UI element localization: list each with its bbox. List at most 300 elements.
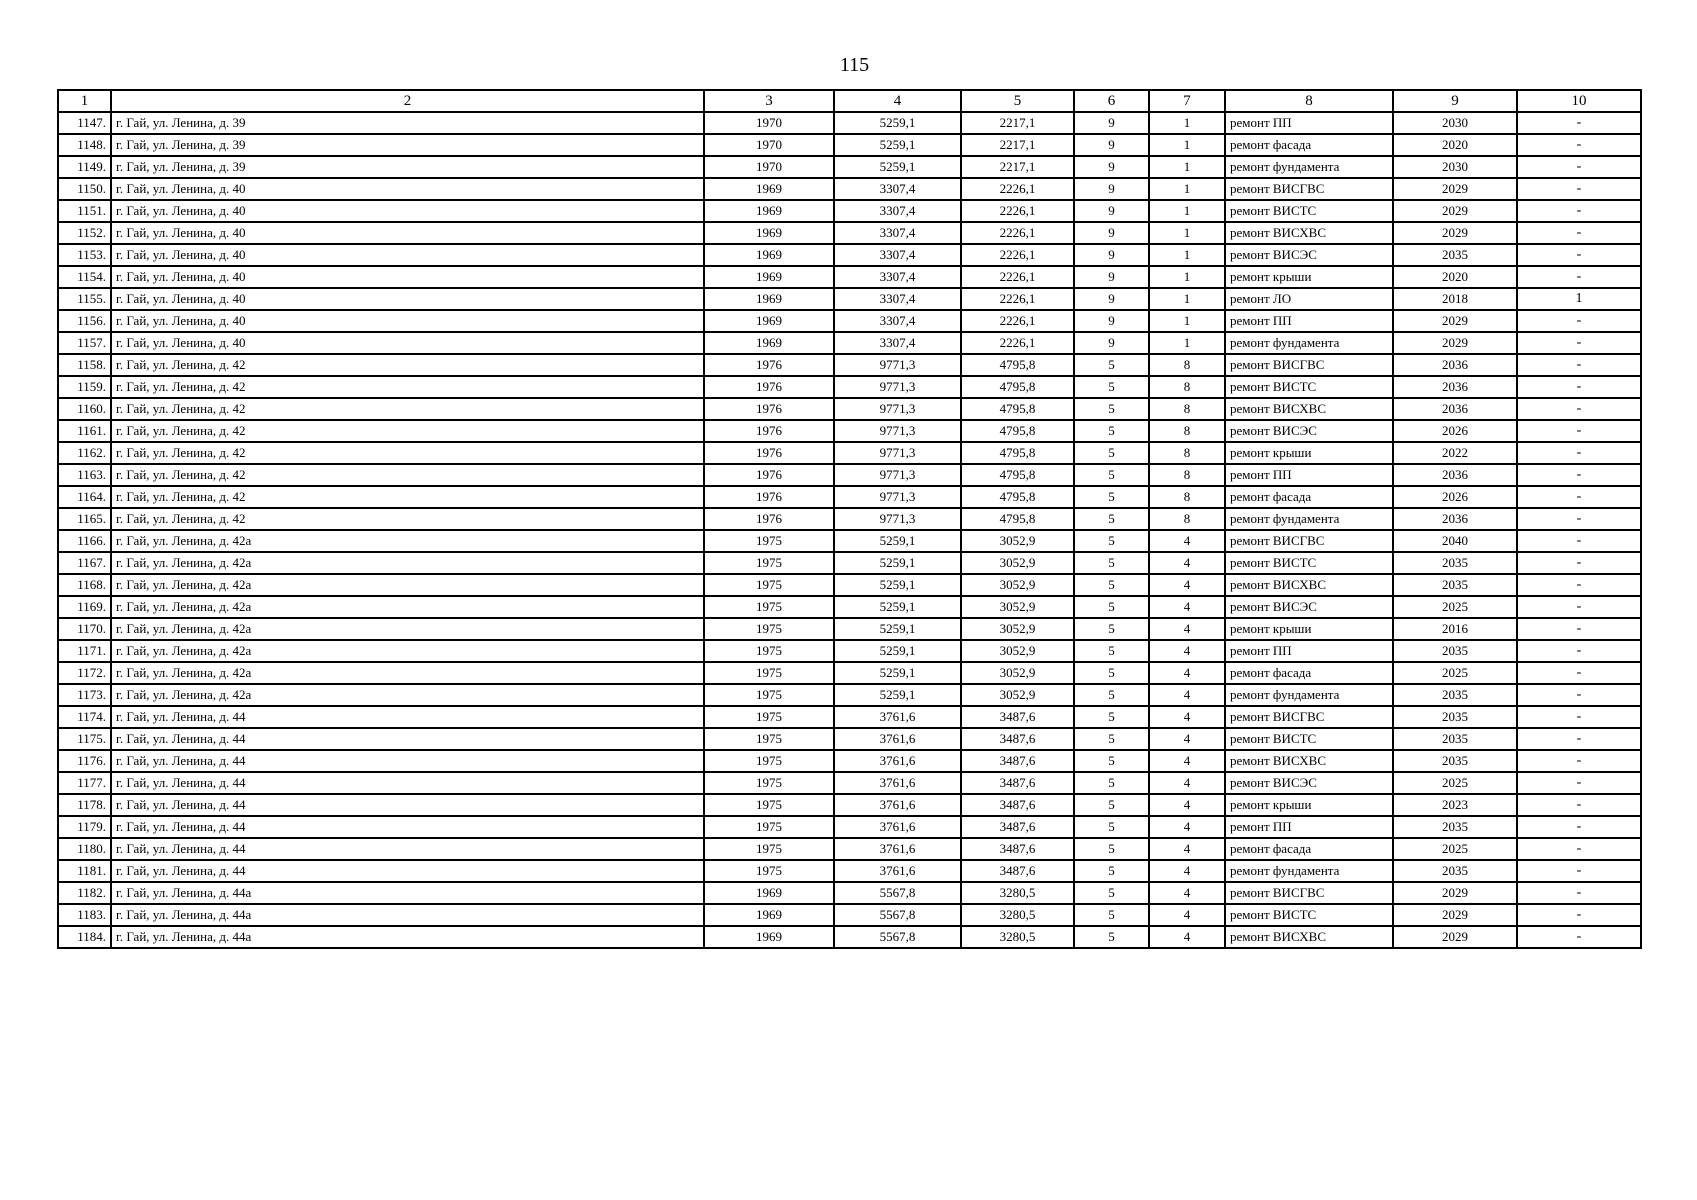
table-cell-col-9: 2030 [1393,112,1517,134]
table-cell-col-4: 3761,6 [834,728,961,750]
table-cell-col-7: 1 [1149,156,1225,178]
table-cell-col-3: 1975 [704,530,834,552]
table-cell-col-10: - [1517,398,1641,420]
table-cell-col-9: 2035 [1393,552,1517,574]
table-cell-col-2: г. Гай, ул. Ленина, д. 44 [111,838,704,860]
table-cell-col-1: 1149. [58,156,111,178]
table-cell-col-4: 3307,4 [834,200,961,222]
table-cell-col-2: г. Гай, ул. Ленина, д. 42 [111,442,704,464]
table-row [58,838,1641,860]
table-cell-col-1: 1168. [58,574,111,596]
table-cell-col-7: 8 [1149,420,1225,442]
table-cell-col-3: 1969 [704,244,834,266]
table-cell-col-4: 9771,3 [834,486,961,508]
table-cell-col-8: ремонт ВИСГВС [1225,882,1393,904]
table-cell-col-2: г. Гай, ул. Ленина, д. 39 [111,112,704,134]
table-cell-col-5: 3052,9 [961,552,1074,574]
column-header-10: 10 [1517,90,1641,112]
repair-schedule-table [57,89,1642,949]
table-row [58,376,1641,398]
table-cell-col-7: 4 [1149,706,1225,728]
table-cell-col-5: 4795,8 [961,398,1074,420]
table-cell-col-7: 4 [1149,772,1225,794]
table-cell-col-1: 1166. [58,530,111,552]
table-cell-col-2: г. Гай, ул. Ленина, д. 42 [111,376,704,398]
table-cell-col-1: 1178. [58,794,111,816]
table-cell-col-8: ремонт ВИСГВС [1225,354,1393,376]
table-cell-col-8: ремонт фундамента [1225,508,1393,530]
table-cell-col-9: 2018 [1393,288,1517,310]
table-cell-col-5: 2217,1 [961,156,1074,178]
table-cell-col-5: 3487,6 [961,794,1074,816]
table-cell-col-5: 2217,1 [961,112,1074,134]
table-cell-col-6: 9 [1074,288,1149,310]
table-cell-col-10: - [1517,376,1641,398]
table-cell-col-6: 9 [1074,310,1149,332]
table-cell-col-10: - [1517,222,1641,244]
table-cell-col-5: 3052,9 [961,640,1074,662]
table-cell-col-4: 3761,6 [834,794,961,816]
table-cell-col-5: 2226,1 [961,332,1074,354]
table-cell-col-9: 2035 [1393,816,1517,838]
column-header-1: 1 [58,90,111,112]
table-cell-col-8: ремонт ВИСХВС [1225,574,1393,596]
table-cell-col-10: - [1517,684,1641,706]
table-cell-col-4: 9771,3 [834,442,961,464]
table-cell-col-4: 5259,1 [834,596,961,618]
table-cell-col-7: 4 [1149,794,1225,816]
table-cell-col-3: 1976 [704,508,834,530]
table-cell-col-4: 9771,3 [834,464,961,486]
table-row [58,156,1641,178]
table-cell-col-5: 3487,6 [961,750,1074,772]
table-cell-col-2: г. Гай, ул. Ленина, д. 44 [111,816,704,838]
table-cell-col-4: 5259,1 [834,640,961,662]
table-cell-col-9: 2020 [1393,266,1517,288]
table-cell-col-9: 2035 [1393,860,1517,882]
table-cell-col-5: 2226,1 [961,310,1074,332]
table-row [58,574,1641,596]
table-cell-col-2: г. Гай, ул. Ленина, д. 42а [111,574,704,596]
table-cell-col-6: 5 [1074,530,1149,552]
table-row [58,222,1641,244]
table-cell-col-9: 2029 [1393,200,1517,222]
table-cell-col-9: 2036 [1393,354,1517,376]
table-cell-col-7: 4 [1149,728,1225,750]
table-cell-col-2: г. Гай, ул. Ленина, д. 40 [111,178,704,200]
table-cell-col-9: 2025 [1393,596,1517,618]
table-cell-col-10: - [1517,574,1641,596]
table-cell-col-9: 2029 [1393,332,1517,354]
table-cell-col-1: 1156. [58,310,111,332]
table-cell-col-8: ремонт ВИСТС [1225,728,1393,750]
table-cell-col-7: 4 [1149,596,1225,618]
table-cell-col-1: 1175. [58,728,111,750]
table-cell-col-3: 1969 [704,904,834,926]
table-cell-col-6: 5 [1074,838,1149,860]
table-cell-col-4: 3307,4 [834,266,961,288]
table-cell-col-5: 3052,9 [961,662,1074,684]
table-cell-col-7: 1 [1149,332,1225,354]
table-cell-col-7: 4 [1149,926,1225,948]
table-cell-col-2: г. Гай, ул. Ленина, д. 44 [111,772,704,794]
table-cell-col-6: 5 [1074,706,1149,728]
table-cell-col-3: 1976 [704,398,834,420]
table-cell-col-2: г. Гай, ул. Ленина, д. 44а [111,904,704,926]
table-cell-col-9: 2035 [1393,706,1517,728]
table-cell-col-3: 1975 [704,552,834,574]
table-cell-col-1: 1147. [58,112,111,134]
table-cell-col-9: 2040 [1393,530,1517,552]
table-cell-col-3: 1976 [704,442,834,464]
table-cell-col-2: г. Гай, ул. Ленина, д. 44 [111,794,704,816]
table-cell-col-5: 3487,6 [961,772,1074,794]
table-cell-col-6: 5 [1074,860,1149,882]
table-row [58,640,1641,662]
table-cell-col-5: 2226,1 [961,266,1074,288]
table-cell-col-4: 9771,3 [834,354,961,376]
table-row [58,596,1641,618]
table-row [58,772,1641,794]
table-cell-col-5: 3052,9 [961,574,1074,596]
table-row [58,420,1641,442]
column-header-5: 5 [961,90,1074,112]
table-cell-col-2: г. Гай, ул. Ленина, д. 42 [111,420,704,442]
table-cell-col-4: 9771,3 [834,508,961,530]
table-cell-col-10: - [1517,464,1641,486]
table-cell-col-4: 5259,1 [834,574,961,596]
table-cell-col-2: г. Гай, ул. Ленина, д. 40 [111,222,704,244]
table-cell-col-2: г. Гай, ул. Ленина, д. 39 [111,134,704,156]
table-cell-col-8: ремонт ПП [1225,640,1393,662]
table-cell-col-8: ремонт ВИСХВС [1225,222,1393,244]
table-cell-col-4: 5259,1 [834,156,961,178]
table-cell-col-5: 3280,5 [961,926,1074,948]
table-row [58,750,1641,772]
table-cell-col-3: 1969 [704,288,834,310]
table-cell-col-8: ремонт ПП [1225,464,1393,486]
table-cell-col-8: ремонт ПП [1225,816,1393,838]
table-cell-col-1: 1155. [58,288,111,310]
table-cell-col-10: - [1517,640,1641,662]
table-cell-col-9: 2036 [1393,464,1517,486]
table-row [58,618,1641,640]
table-cell-col-7: 1 [1149,134,1225,156]
table-cell-col-3: 1975 [704,706,834,728]
table-cell-col-1: 1171. [58,640,111,662]
table-cell-col-8: ремонт ВИСХВС [1225,750,1393,772]
table-cell-col-10: - [1517,530,1641,552]
table-cell-col-9: 2035 [1393,684,1517,706]
table-cell-col-8: ремонт ЛО [1225,288,1393,310]
table-cell-col-1: 1180. [58,838,111,860]
table-cell-col-8: ремонт ВИСХВС [1225,398,1393,420]
table-cell-col-7: 8 [1149,464,1225,486]
table-cell-col-6: 5 [1074,662,1149,684]
table-cell-col-5: 2226,1 [961,288,1074,310]
table-row [58,684,1641,706]
table-cell-col-9: 2035 [1393,244,1517,266]
table-cell-col-6: 5 [1074,750,1149,772]
table-cell-col-10: 1 [1517,288,1641,310]
column-header-2: 2 [111,90,704,112]
table-cell-col-1: 1161. [58,420,111,442]
table-cell-col-5: 3052,9 [961,618,1074,640]
table-cell-col-3: 1975 [704,750,834,772]
table-cell-col-8: ремонт фасада [1225,838,1393,860]
table-cell-col-8: ремонт ПП [1225,112,1393,134]
table-body [58,112,1641,948]
table-cell-col-1: 1173. [58,684,111,706]
table-cell-col-4: 3761,6 [834,750,961,772]
table-cell-col-10: - [1517,420,1641,442]
table-cell-col-1: 1176. [58,750,111,772]
table-cell-col-9: 2035 [1393,728,1517,750]
table-cell-col-6: 5 [1074,684,1149,706]
table-cell-col-2: г. Гай, ул. Ленина, д. 39 [111,156,704,178]
table-cell-col-5: 2217,1 [961,134,1074,156]
table-cell-col-2: г. Гай, ул. Ленина, д. 42а [111,662,704,684]
table-cell-col-6: 9 [1074,266,1149,288]
table-cell-col-10: - [1517,442,1641,464]
table-cell-col-7: 4 [1149,860,1225,882]
table-cell-col-4: 5567,8 [834,882,961,904]
table-cell-col-5: 3487,6 [961,816,1074,838]
table-cell-col-3: 1969 [704,926,834,948]
table-cell-col-8: ремонт ВИСХВС [1225,926,1393,948]
table-cell-col-6: 9 [1074,134,1149,156]
table-row [58,882,1641,904]
table-cell-col-5: 3487,6 [961,728,1074,750]
table-cell-col-7: 1 [1149,178,1225,200]
table-cell-col-1: 1160. [58,398,111,420]
table-cell-col-4: 5567,8 [834,904,961,926]
table-cell-col-1: 1177. [58,772,111,794]
table-cell-col-6: 5 [1074,816,1149,838]
table-cell-col-2: г. Гай, ул. Ленина, д. 42а [111,618,704,640]
table-cell-col-10: - [1517,266,1641,288]
table-cell-col-6: 9 [1074,332,1149,354]
column-header-8: 8 [1225,90,1393,112]
table-cell-col-1: 1154. [58,266,111,288]
table-cell-col-6: 9 [1074,156,1149,178]
table-cell-col-7: 8 [1149,486,1225,508]
table-cell-col-5: 4795,8 [961,376,1074,398]
table-cell-col-3: 1975 [704,662,834,684]
table-cell-col-5: 3487,6 [961,706,1074,728]
table-cell-col-7: 4 [1149,904,1225,926]
table-cell-col-5: 2226,1 [961,200,1074,222]
table-cell-col-10: - [1517,794,1641,816]
table-cell-col-1: 1158. [58,354,111,376]
table-cell-col-3: 1975 [704,794,834,816]
table-cell-col-2: г. Гай, ул. Ленина, д. 42 [111,508,704,530]
table-row [58,244,1641,266]
table-cell-col-2: г. Гай, ул. Ленина, д. 40 [111,200,704,222]
table-cell-col-7: 8 [1149,354,1225,376]
table-cell-col-8: ремонт ВИСЭС [1225,244,1393,266]
table-cell-col-5: 3052,9 [961,596,1074,618]
table-cell-col-9: 2036 [1393,398,1517,420]
table-cell-col-4: 3761,6 [834,838,961,860]
table-cell-col-2: г. Гай, ул. Ленина, д. 40 [111,244,704,266]
table-cell-col-6: 9 [1074,222,1149,244]
table-cell-col-10: - [1517,200,1641,222]
table-cell-col-8: ремонт фасада [1225,662,1393,684]
table-cell-col-1: 1165. [58,508,111,530]
table-cell-col-4: 5567,8 [834,926,961,948]
table-cell-col-6: 5 [1074,640,1149,662]
table-cell-col-6: 9 [1074,178,1149,200]
table-cell-col-7: 4 [1149,530,1225,552]
table-cell-col-1: 1148. [58,134,111,156]
table-cell-col-8: ремонт ВИСГВС [1225,178,1393,200]
table-cell-col-9: 2029 [1393,310,1517,332]
table-cell-col-10: - [1517,552,1641,574]
table-cell-col-9: 2026 [1393,486,1517,508]
table-cell-col-8: ремонт крыши [1225,266,1393,288]
table-row [58,706,1641,728]
table-cell-col-6: 5 [1074,354,1149,376]
table-cell-col-7: 1 [1149,112,1225,134]
table-cell-col-6: 5 [1074,376,1149,398]
table-cell-col-10: - [1517,134,1641,156]
table-cell-col-1: 1152. [58,222,111,244]
table-cell-col-1: 1174. [58,706,111,728]
table-cell-col-9: 2035 [1393,640,1517,662]
table-cell-col-7: 4 [1149,750,1225,772]
table-cell-col-10: - [1517,112,1641,134]
table-cell-col-3: 1970 [704,134,834,156]
table-row [58,794,1641,816]
table-cell-col-6: 5 [1074,574,1149,596]
table-cell-col-9: 2030 [1393,156,1517,178]
table-cell-col-10: - [1517,244,1641,266]
table-cell-col-7: 4 [1149,838,1225,860]
table-cell-col-4: 9771,3 [834,420,961,442]
table-cell-col-10: - [1517,332,1641,354]
table-cell-col-9: 2035 [1393,574,1517,596]
table-cell-col-4: 5259,1 [834,662,961,684]
table-cell-col-6: 9 [1074,200,1149,222]
table-cell-col-3: 1969 [704,222,834,244]
table-cell-col-3: 1975 [704,618,834,640]
table-cell-col-1: 1167. [58,552,111,574]
table-cell-col-1: 1163. [58,464,111,486]
table-row [58,464,1641,486]
table-cell-col-2: г. Гай, ул. Ленина, д. 40 [111,288,704,310]
table-cell-col-7: 1 [1149,222,1225,244]
table-cell-col-8: ремонт ВИСГВС [1225,530,1393,552]
table-cell-col-4: 9771,3 [834,376,961,398]
table-cell-col-1: 1183. [58,904,111,926]
table-cell-col-3: 1975 [704,860,834,882]
table-cell-col-10: - [1517,310,1641,332]
table-cell-col-6: 5 [1074,904,1149,926]
table-cell-col-3: 1970 [704,156,834,178]
column-header-6: 6 [1074,90,1149,112]
table-cell-col-3: 1975 [704,816,834,838]
table-cell-col-4: 5259,1 [834,684,961,706]
table-cell-col-9: 2023 [1393,794,1517,816]
table-cell-col-10: - [1517,156,1641,178]
table-cell-col-3: 1969 [704,332,834,354]
page-number: 115 [839,54,870,76]
table-cell-col-9: 2029 [1393,178,1517,200]
table-cell-col-4: 5259,1 [834,552,961,574]
table-cell-col-9: 2025 [1393,662,1517,684]
table-cell-col-10: - [1517,596,1641,618]
column-header-3: 3 [704,90,834,112]
table-cell-col-7: 4 [1149,574,1225,596]
table-row [58,728,1641,750]
table-cell-col-6: 5 [1074,596,1149,618]
table-cell-col-8: ремонт крыши [1225,618,1393,640]
table-row [58,816,1641,838]
table-cell-col-10: - [1517,178,1641,200]
table-cell-col-1: 1159. [58,376,111,398]
table-cell-col-3: 1970 [704,112,834,134]
table-cell-col-6: 5 [1074,552,1149,574]
table-cell-col-1: 1181. [58,860,111,882]
table-cell-col-8: ремонт ВИСТС [1225,376,1393,398]
table-cell-col-3: 1976 [704,464,834,486]
table-cell-col-6: 5 [1074,772,1149,794]
column-header-4: 4 [834,90,961,112]
table-cell-col-2: г. Гай, ул. Ленина, д. 40 [111,310,704,332]
table-cell-col-9: 2016 [1393,618,1517,640]
table-cell-col-2: г. Гай, ул. Ленина, д. 42а [111,552,704,574]
table-cell-col-4: 3761,6 [834,706,961,728]
table-row [58,926,1641,948]
table-cell-col-5: 4795,8 [961,486,1074,508]
table-cell-col-5: 4795,8 [961,508,1074,530]
table-cell-col-6: 5 [1074,728,1149,750]
column-header-9: 9 [1393,90,1517,112]
header-row [58,90,1641,112]
table-cell-col-8: ремонт фундамента [1225,684,1393,706]
table-cell-col-4: 3761,6 [834,772,961,794]
table-cell-col-8: ремонт фасада [1225,486,1393,508]
table-cell-col-10: - [1517,508,1641,530]
table-cell-col-7: 4 [1149,816,1225,838]
table-row [58,530,1641,552]
table-cell-col-1: 1150. [58,178,111,200]
table-cell-col-8: ремонт фасада [1225,134,1393,156]
table-cell-col-8: ремонт ВИСТС [1225,904,1393,926]
table-cell-col-5: 2226,1 [961,222,1074,244]
table-cell-col-8: ремонт ВИСГВС [1225,706,1393,728]
table-cell-col-3: 1975 [704,640,834,662]
table-row [58,200,1641,222]
table-row [58,398,1641,420]
table-row [58,860,1641,882]
table-cell-col-6: 5 [1074,442,1149,464]
table-cell-col-2: г. Гай, ул. Ленина, д. 42 [111,464,704,486]
table-cell-col-3: 1976 [704,354,834,376]
table-cell-col-5: 3052,9 [961,684,1074,706]
table-cell-col-6: 5 [1074,794,1149,816]
table-cell-col-10: - [1517,728,1641,750]
table-cell-col-9: 2029 [1393,882,1517,904]
table-cell-col-9: 2026 [1393,420,1517,442]
table-cell-col-4: 3307,4 [834,244,961,266]
table-row [58,266,1641,288]
table-cell-col-4: 3307,4 [834,178,961,200]
table-cell-col-1: 1164. [58,486,111,508]
table-row [58,904,1641,926]
table-cell-col-10: - [1517,860,1641,882]
